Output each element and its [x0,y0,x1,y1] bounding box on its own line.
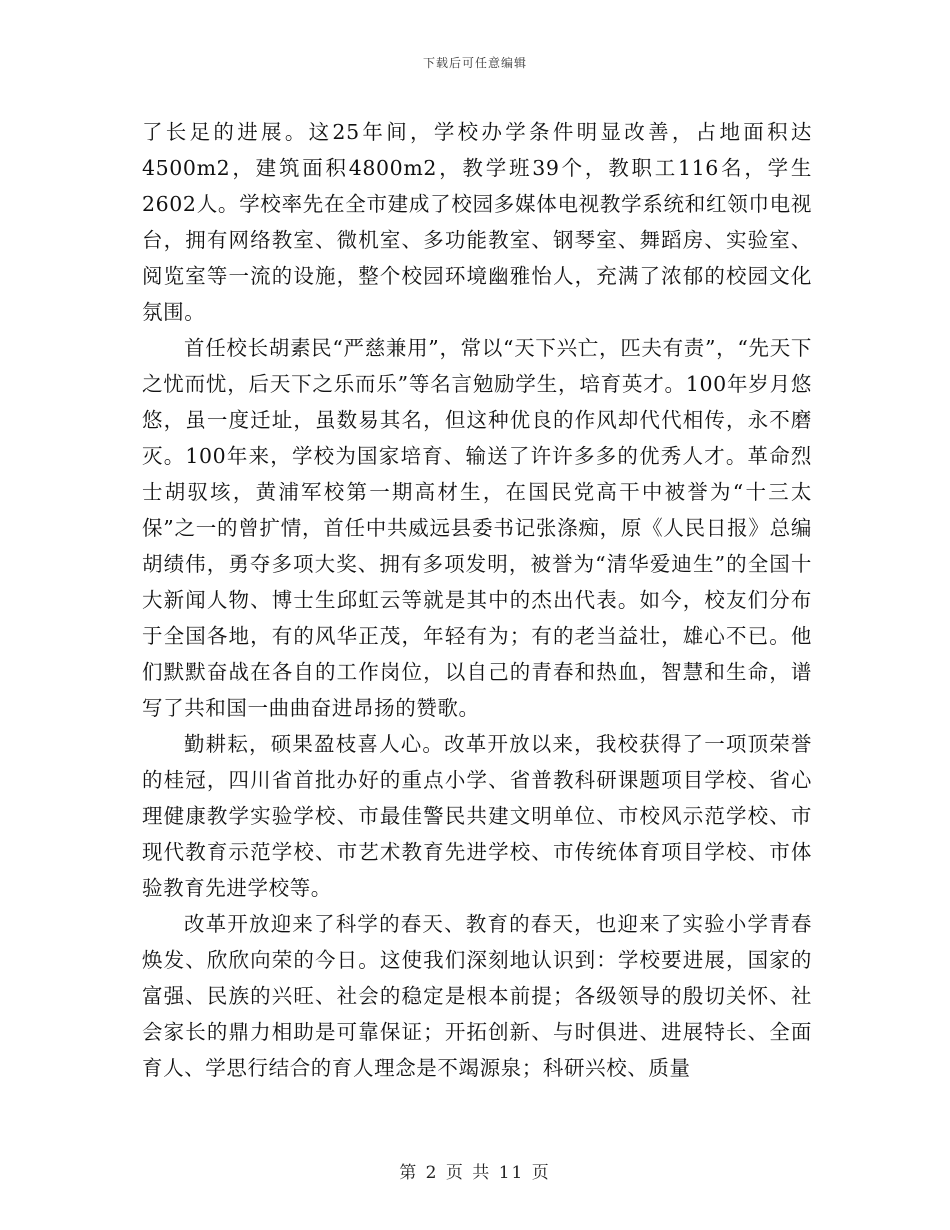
paragraph-continuation: 了长足的进展。这25年间，学校办学条件明显改善，占地面积达4500m2，建筑面积4800m2，教学班39个，教职工116名，学生2602人。学校率先在全市建成了校园多媒体电视教学系统和红领巾电视台，拥有网络教室、微机室、多功能教室、钢琴室、舞蹈房、实验室、阅览室等一流的设施，整个校园环境幽雅怡人，充满了浓郁的校园文化氛围。 [142,120,812,324]
page-number: 第 2 页 共 11 页 [399,1163,551,1183]
paragraph-first-principal: 首任校长胡素民“严慈兼用”，常以“天下兴亡，匹夫有责”，“先天下之忧而忧，后天下之乐而乐”等名言勉励学生，培育英才。100年岁月悠悠，虽一度迁址，虽数易其名，但这种优良的作风却代代相传，永不磨灭。100年来，学校为国家培育、输送了许许多多的优秀人才。革命烈士胡驭垓，黄浦军校第一期高材生，在国民党高干中被誉为“十三太保”之一的曾扩情，首任中共威远县委书记张涤痴，原《人民日报》总编胡绩伟，勇夺多项大奖、拥有多项发明，被誉为“清华爱迪生”的全国十大新闻人物、博士生邱虹云等就是其中的杰出代表。如今，校友们分布于全国各地，有的风华正茂，年轻有为；有的老当益壮，雄心不已。他们默默奋战在各自的工作岗位，以自己的青春和热血，智慧和生命，谱写了共和国一曲曲奋进昂扬的赞歌。 [142,336,812,720]
page-header: 下载后可任意编辑 [422,56,527,70]
document-body [142,114,812,1086]
paragraph-reform: 改革开放迎来了科学的春天、教育的春天，也迎来了实验小学青春焕发、欣欣向荣的今日。这使我们深刻地认识到：学校要进展，国家的富强、民族的兴旺、社会的稳定是根本前提；各级领导的殷切关怀、社会家长的鼎力相助是可靠保证；开拓创新、与时俱进、进展特长、全面育人、学思行结合的育人理念是不竭源泉；科研兴校、质量 [142,912,812,1080]
paragraph-honors: 勤耕耘，硕果盈枝喜人心。改革开放以来，我校获得了一项顶荣誉的桂冠，四川省首批办好的重点小学、省普教科研课题项目学校、省心理健康教学实验学校、市最佳警民共建文明单位、市校风示范学校、市现代教育示范学校、市艺术教育先进学校、市传统体育项目学校、市体验教育先进学校等。 [142,732,812,900]
